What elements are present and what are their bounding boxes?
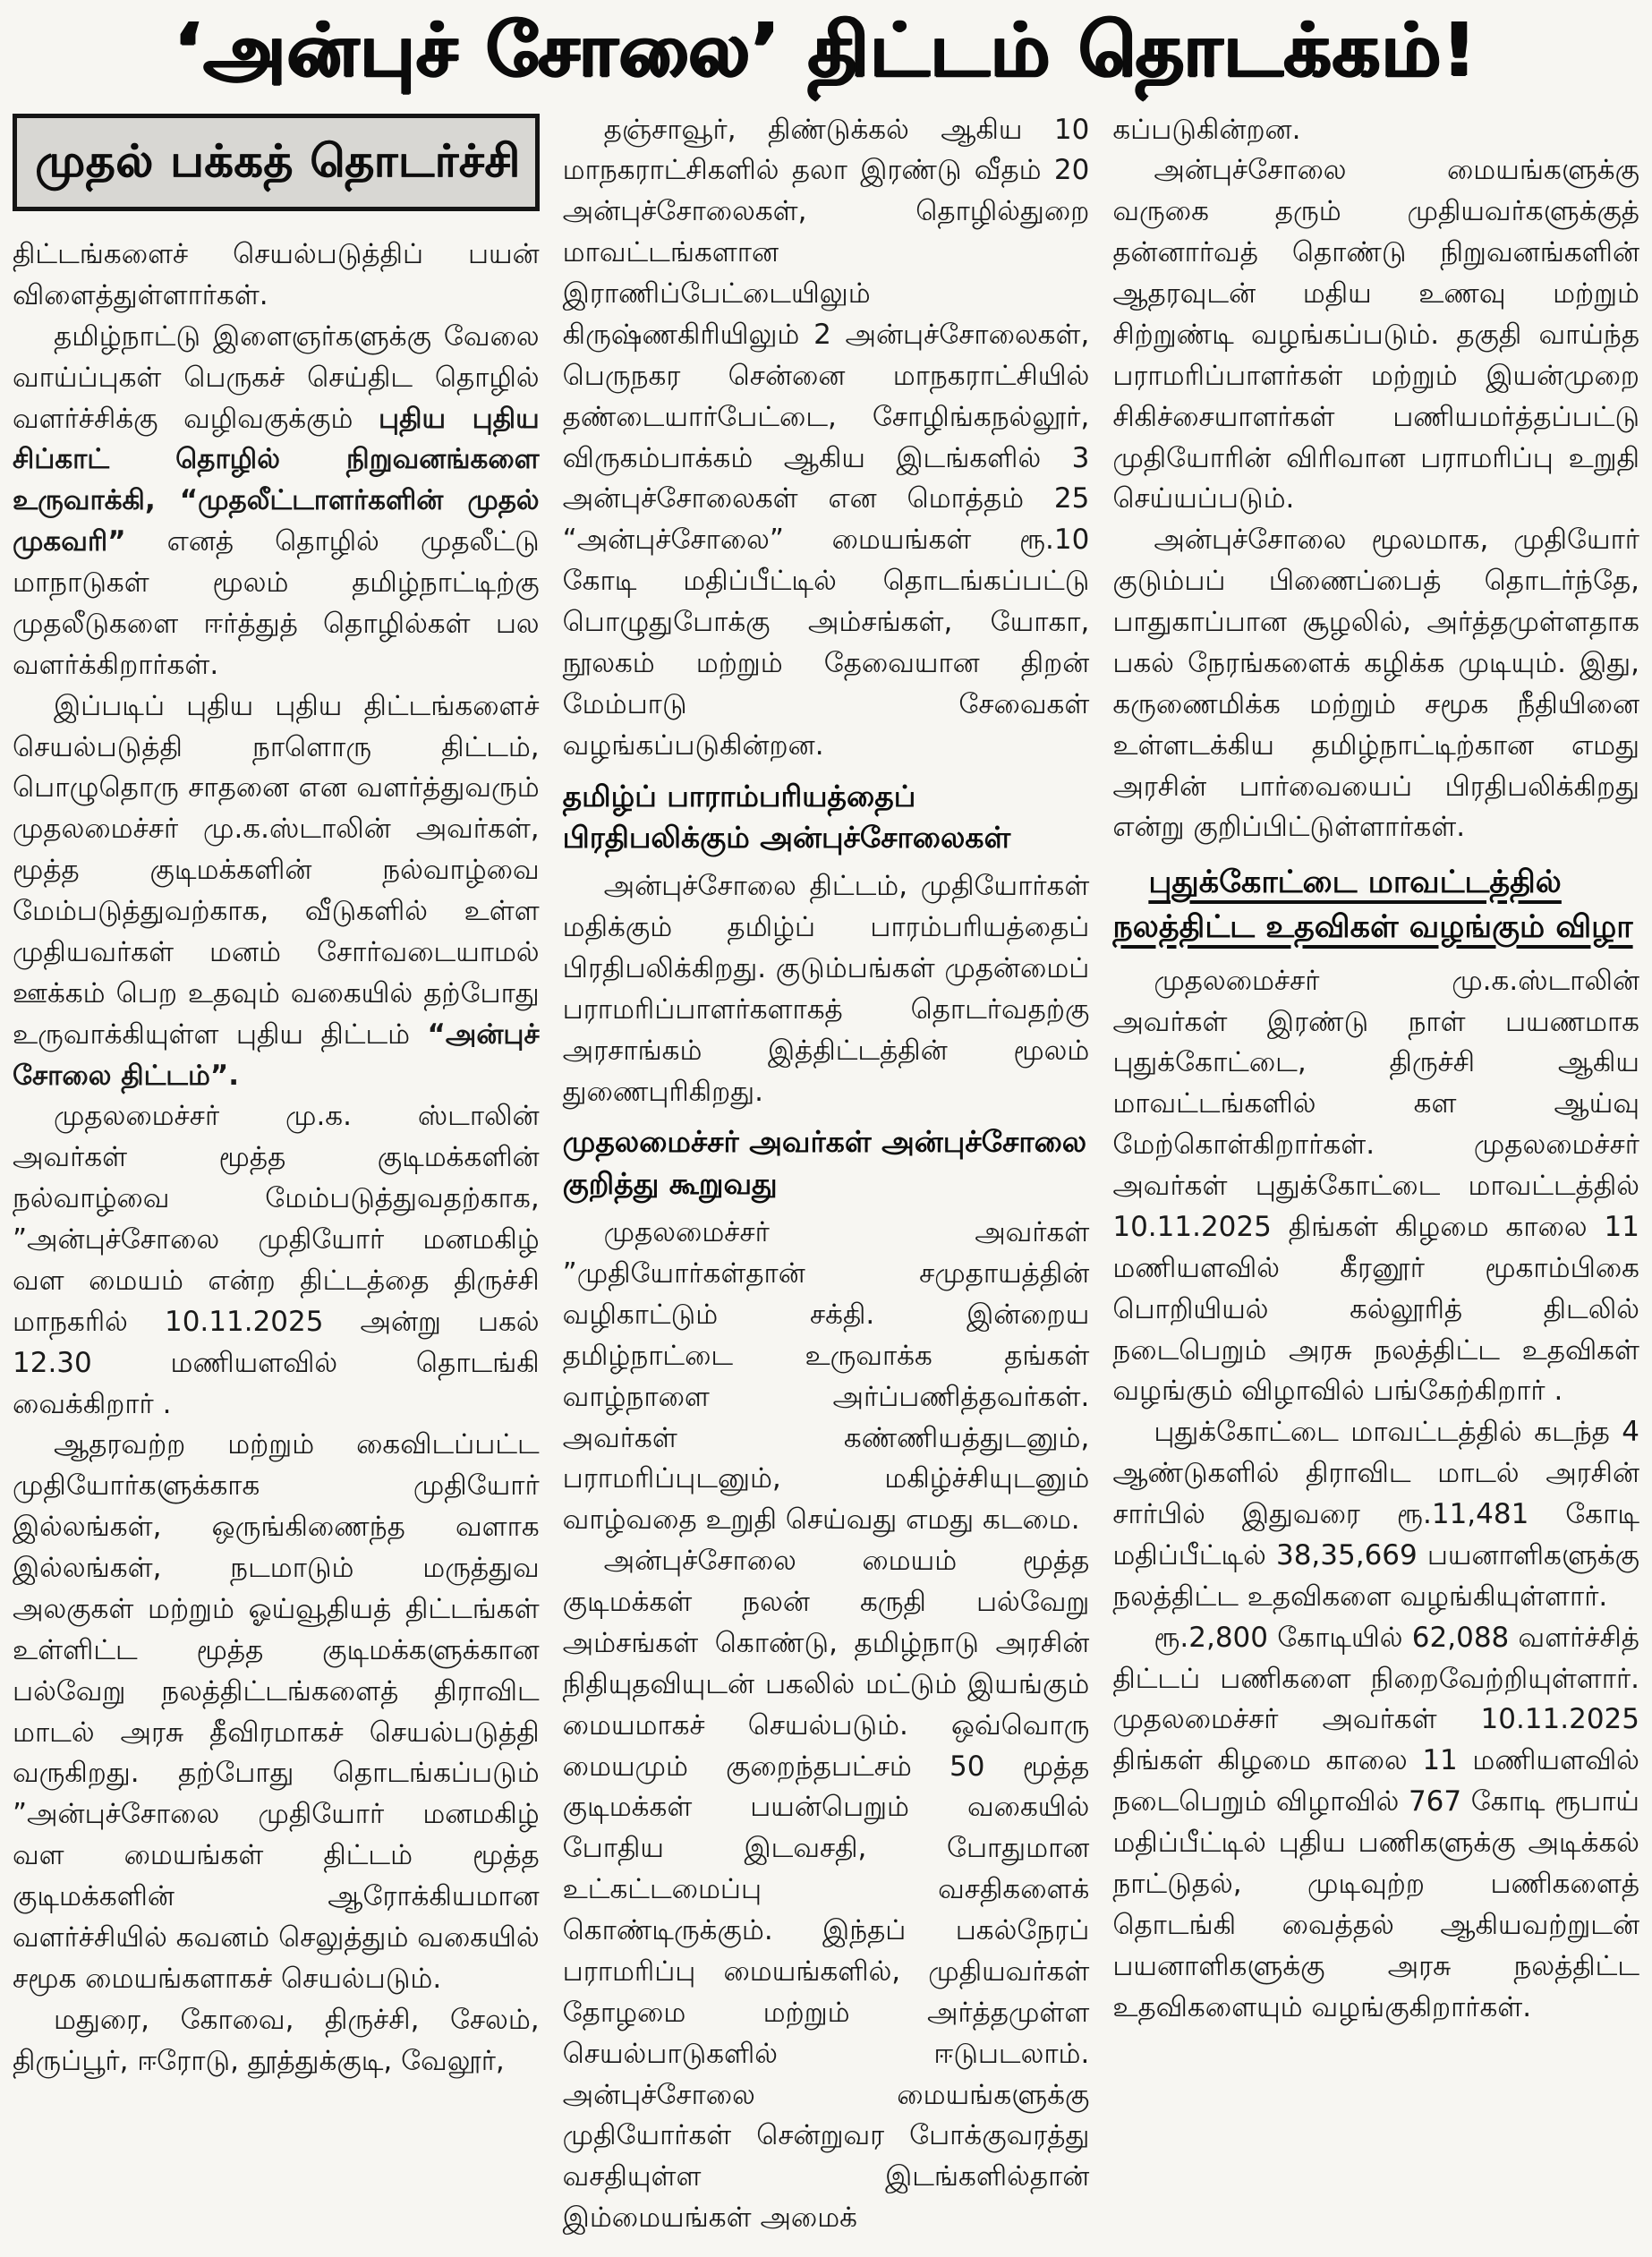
paragraph [1112, 110, 1639, 151]
section-subhead: முதலமைச்சர் அவர்கள் அன்புச்சோலை குறித்து கூறுவது [562, 1124, 1087, 1202]
paragraph [1112, 1412, 1639, 1617]
body-text: ரூ.2,800 கோடியில் 62,088 வளர்ச்சித் திட்டப் பணிகளை நிறைவேற்றியுள்ளார். முதலமைச்சர் அவர்கள் 10.11.2025 திங்கள் கிழமை காலை 11 மணியளவில் நடைபெறும் விழாவில் 767 கோடி ரூபாய் மதிப்பீட்டில் புதிய பணிகளுக்கு அடிக்கல் நாட்டுதல், முடிவுற்ற பணிகளைத் தொடங்கி வைத்தல் ஆகியவற்றுடன் பயனாளிகளுக்கு அரசு நலத்திட்ட உதவிகளையும் வழங்குகிறார்கள். [1112, 1621, 1640, 2023]
paragraph [13, 1425, 540, 1999]
paragraph [563, 1213, 1090, 1541]
paragraph [1112, 520, 1639, 848]
body-text: தமிழ்நாட்டு இளைஞர்களுக்கு வேலை வாய்ப்புகள் பெருகச் செய்திட தொழில் வளர்ச்சிக்கு வழிவகுக்கும் [13, 319, 540, 435]
section-subhead-underlined: புதுக்கோட்டை மாவட்டத்தில் நலத்திட்ட உதவிகள் வழங்கும் விழா [1112, 864, 1633, 945]
body-text: திட்டங்களைச் செயல்படுத்திப் பயன் விளைத்துள்ளார்கள். [13, 238, 540, 311]
paragraph [1112, 150, 1639, 520]
paragraph [563, 1541, 1090, 2239]
paragraph [13, 317, 540, 686]
paragraph [13, 234, 540, 317]
section-subhead: தமிழ்ப் பாராம்பரியத்தைப் பிரதிபலிக்கும் அன்புச்சோலைகள் [562, 778, 1011, 856]
body-text: இப்படிப் புதிய புதிய திட்டங்களைச் செயல்படுத்தி நாளொரு திட்டம், பொழுதொரு சாதனை என வளர்த்துவரும் முதலமைச்சர் மு.க.ஸ்டாலின் அவர்கள், மூத்த குடிமக்களின் நல்வாழ்வை மேம்படுத்துவற்காக, வீடுகளில் உள்ள முதியவர்கள் மனம் சோர்வடையாமல் ஊக்கம் பெற உதவும் வகையில் தற்போது உருவாக்கியுள்ள புதிய திட்டம் [13, 689, 540, 1051]
article-body-columns [13, 110, 1639, 2240]
paragraph [13, 2000, 540, 2082]
body-text: அன்புச்சோலை திட்டம், முதியோர்கள் மதிக்கும் தமிழ்ப் பாரம்பரியத்தைப் பிரதிபலிக்கிறது. குடும்பங்கள் முதன்மைப் பராமரிப்பாளர்களாகத் தொடர்வதற்கு அரசாங்கம் இத்திட்டத்தின் மூலம் துணைபுரிகிறது. [562, 870, 1090, 1108]
bold-text: “அன்புச் சோலை திட்டம்”. [13, 1018, 540, 1092]
article-column-1 [13, 110, 540, 2082]
body-text: புதுக்கோட்டை மாவட்டத்தில் கடந்த 4 ஆண்டுகளில் திராவிட மாடல் அரசின் சார்பில் இதுவரை ரூ.11,481 கோடி மதிப்பீட்டில் 38,35,669 பயனாளிகளுக்கு நலத்திட்ட உதவிகளை வழங்கியுள்ளார். [1112, 1416, 1640, 1613]
body-text: எனத் தொழில் முதலீட்டு மாநாடுகள் மூலம் தமிழ்நாட்டிற்கு முதலீடுகளை ஈர்த்துத் தொழில்கள் பல வளர்க்கிறார்கள். [13, 525, 540, 681]
body-text: தஞ்சாவூர், திண்டுக்கல் ஆகிய 10 மாநகராட்சிகளில் தலா இரண்டு வீதம் 20 அன்புச்சோலைகள், தொழில்துறை மாவட்டங்களான இராணிப்பேட்டையிலும் கிருஷ்ணகிரியிலும் 2 அன்புச்சோலைகள், பெருநகர சென்னை மாநகராட்சியில் தண்டையார்பேட்டை, சோழிங்கநல்லூர், விருகம்பாக்கம் ஆகிய இடங்களில் 3 அன்புச்சோலைகள் என மொத்தம் 25 “அன்புச்சோலை” மையங்கள் ரூ.10 கோடி மதிப்பீட்டில் தொடங்கப்பட்டு பொழுதுபோக்கு அம்சங்கள், யோகா, நூலகம் மற்றும் தேவையான திறன் மேம்பாடு சேவைகள் வழங்கப்படுகின்றன. [562, 113, 1090, 762]
body-text: அன்புச்சோலை மூலமாக, முதியோர் குடும்பப் பிணைப்பைத் தொடர்ந்தே, பாதுகாப்பான சூழலில், அர்த்தமுள்ளதாக பகல் நேரங்களைக் கழிக்க முடியும். இது, கருணைமிக்க மற்றும் சமூக நீதியினை உள்ளடக்கிய தமிழ்நாட்டிற்கான எமது அரசின் பார்வையைப் பிரதிபலிக்கிறது என்று குறிப்பிட்டுள்ளார்கள். [1112, 524, 1640, 844]
paragraph [1112, 961, 1639, 1413]
paragraph [563, 110, 1090, 767]
paragraph [13, 1096, 540, 1425]
body-text: முதலமைச்சர் அவர்கள் ”முதியோர்கள்தான் சமுதாயத்தின் வழிகாட்டும் சக்தி. இன்றைய தமிழ்நாட்டை உருவாக்க தங்கள் வாழ்நாளை அர்ப்பணித்தவர்கள். அவர்கள் கண்ணியத்துடனும், பராமரிப்புடனும், மகிழ்ச்சியுடனும் வாழ்வதை உறுதி செய்வது எமது கடமை. [562, 1216, 1090, 1537]
body-text: முதலமைச்சர் மு.க.ஸ்டாலின் அவர்கள் இரண்டு நாள் பயணமாக புதுக்கோட்டை, திருச்சி ஆகிய மாவட்டங்களில் கள ஆய்வு மேற்கொள்கிறார்கள். முதலமைச்சர் அவர்கள் புதுக்கோட்டை மாவட்டத்தில் 10.11.2025 திங்கள் கிழமை காலை 11 மணியளவில் கீரனூர் மூகாம்பிகை பொறியியல் கல்லூரித் திடலில் நடைபெறும் அரசு நலத்திட்ட உதவிகள் வழங்கும் விழாவில் பங்கேற்கிறார் . [1112, 964, 1640, 1408]
article-column-2 [563, 110, 1090, 2240]
body-text: கப்படுகின்றன. [1112, 113, 1301, 146]
body-text: மதுரை, கோவை, திருச்சி, சேலம், திருப்பூர், ஈரோடு, தூத்துக்குடி, வேலூர், [13, 2003, 540, 2077]
article-headline: ‘அன்புச் சோலை’ திட்டம் தொடக்கம்! [174, 8, 1478, 93]
body-text: அன்புச்சோலை மையம் மூத்த குடிமக்கள் நலன் கருதி பல்வேறு அம்சங்கள் கொண்டு, தமிழ்நாடு அரசின் நிதியுதவியுடன் பகலில் மட்டும் இயங்கும் மையமாகச் செயல்படும். ஒவ்வொரு மையமும் குறைந்தபட்சம் 50 மூத்த குடிமக்கள் பயன்பெறும் வகையில் போதிய இடவசதி, போதுமான உட்கட்டமைப்பு வசதிகளைக் கொண்டிருக்கும். இந்தப் பகல்நேரப் பராமரிப்பு மையங்களில், முதியவர்கள் தோழமை மற்றும் அர்த்தமுள்ள செயல்பாடுகளில் ஈடுபடலாம். அன்புச்சோலை மையங்களுக்கு முதியோர்கள் சென்றுவர போக்குவரத்து வசதியுள்ள இடங்களில்தான் இம்மையங்கள் அமைக் [562, 1545, 1090, 2235]
body-text: முதலமைச்சர் மு.க. ஸ்டாலின் அவர்கள் மூத்த குடிமக்களின் நல்வாழ்வை மேம்படுத்துவதற்காக, ”அன்புச்சோலை முதியோர் மனமகிழ் வள மையம் என்ற திட்டத்தை திருச்சி மாநகரில் 10.11.2025 அன்று பகல் 12.30 மணியளவில் தொடங்கி வைக்கிறார் . [13, 1100, 540, 1420]
body-text: ஆதரவற்ற மற்றும் கைவிடப்பட்ட முதியோர்களுக்காக முதியோர் இல்லங்கள், ஒருங்கிணைந்த வளாக இல்லங்கள், நடமாடும் மருத்துவ அலகுகள் மற்றும் ஓய்வூதியத் திட்டங்கள் உள்ளிட்ட மூத்த குடிமக்களுக்கான பல்வேறு நலத்திட்டங்களைத் திராவிட மாடல் அரசு தீவிரமாகச் செயல்படுத்தி வருகிறது. தற்போது தொடங்கப்படும் ”அன்புச்சோலை முதியோர் மனமகிழ் வள மையங்கள் திட்டம் மூத்த குடிமக்களின் ஆரோக்கியமான வளர்ச்சியில் கவனம் செலுத்தும் வகையில் சமூக மையங்களாகச் செயல்படும். [13, 1428, 540, 1995]
body-text: அன்புச்சோலை மையங்களுக்கு வருகை தரும் முதியவர்களுக்குத் தன்னார்வத் தொண்டு நிறுவனங்களின் ஆதரவுடன் மதிய உணவு மற்றும் சிற்றுண்டி வழங்கப்படும். தகுதி வாய்ந்த பராமரிப்பாளர்கள் மற்றும் இயன்முறை சிகிச்சையாளர்கள் பணியமர்த்தப்பட்டு முதியோரின் விரிவான பராமரிப்பு உறுதி செய்யப்படும். [1112, 154, 1640, 515]
paragraph [13, 686, 540, 1097]
continuation-box: முதல் பக்கத் தொடர்ச்சி [13, 114, 540, 212]
paragraph [1112, 1618, 1639, 2029]
paragraph [563, 866, 1090, 1112]
bold-text: புதிய புதிய சிப்காட் தொழில் நிறுவனங்களை உருவாக்கி, “முதலீட்டாளர்களின் முதல் முகவரி” [13, 402, 540, 558]
article-column-3 [1112, 110, 1639, 2029]
